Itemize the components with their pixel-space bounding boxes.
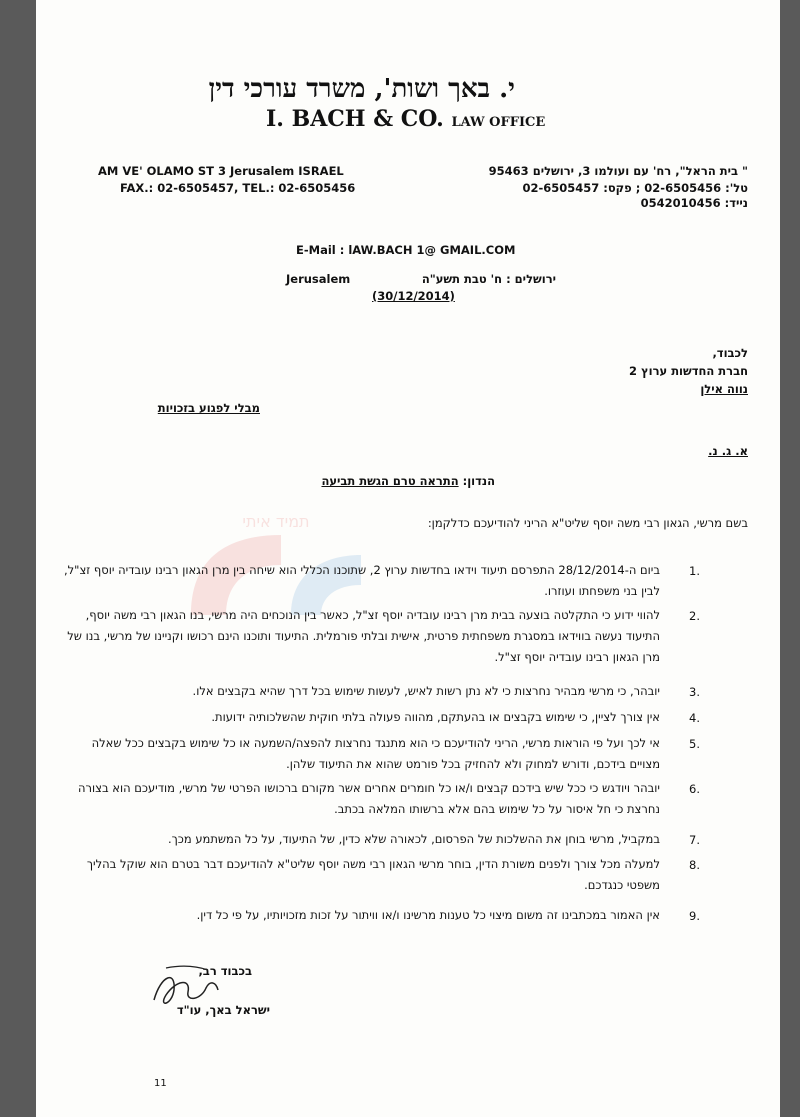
email-line: E-Mail : lAW.BACH 1@ GMAIL.COM <box>296 243 516 257</box>
subject-line <box>321 474 495 488</box>
address-hebrew: " בית הראל", רח' עם ועולמו 3, ירושלים 95463 <box>488 164 748 178</box>
city-english: Jerusalem <box>286 272 351 286</box>
item-number: 2. <box>689 609 700 623</box>
item-number: 1. <box>689 564 700 578</box>
item-number: 9. <box>689 909 700 923</box>
firm-name-hebrew: י. באך ושות', משרד עורכי דין <box>208 74 515 104</box>
item-text: במקביל, מרשי בוחן את ההשלכות של הפרסום, לכאורה שלא כדין, של התיעוד, על כל המשתמע מכך. <box>167 832 660 846</box>
item-text: יובהר ויודגש כי ככל שיש בידכם קבצים ו/או כל חומרים אחרים אשר מקורם ברכושו הפרטי של מרשי, מודיעכם הוא בצורה נחרצת כי חל איסור על כל שימוש בהם אלא ברשותו המלאה בכתב. <box>78 781 660 816</box>
closing-greeting: בכבוד רב, <box>198 964 252 978</box>
item-number: 5. <box>689 737 700 751</box>
item-number: 4. <box>689 711 700 725</box>
page-number: 11 <box>154 1078 167 1089</box>
tel-fax-hebrew: טל': 02-6505456 ; פקס: 02-6505457 <box>522 181 748 195</box>
gregorian-date: (30/12/2014) <box>372 289 455 303</box>
firm-name-en: I. BACH & CO. <box>266 106 444 132</box>
subject-label: הנדון: <box>462 474 495 488</box>
item-text: יובהר, כי מרשי מבהיר נחרצות כי לא נתן רשות לאיש, לעשות שימוש בכל דרך שהיא בקבצים אלו. <box>192 684 660 698</box>
item-text: ביום ה-28/12/2014 התפרסם תיעוד וידאו בחדשות ערוץ 2, שתוכנו הכללי הוא שיחה בין מרן הגאון רבינו עובדיה יוסף זצ"ל, לבין בני משפחתו ועוזרו. <box>63 563 660 598</box>
item-text: אין האמור במכתבינו זה משום מיצוי כל טענות מרשינו ו/או וויתור על זכות מזכויותיו, על פי כל דין. <box>196 908 660 922</box>
item-text: אין צורך לציין, כי שימוש בקבצים או בהעתקם, מהווה פעולה בלתי חוקית שהשלכותיה ידועות. <box>211 710 660 724</box>
item-text: להווי ידוע כי התקלטה בוצעה בבית מרן רבינו עובדיה יוסף זצ"ל, כאשר בין הנוכחים היה מרשי, בנו הגאון רבי משה יוסף, התיעוד נעשה בווידאו במסגרת משפחתית פרטית, אישית ובלתי פורמלית. התיעוד ותוכנו הינם רכושו וקניינו של מרשי, בנו של מרן הגאון רבינו עובדיה יוסף זצ"ל. <box>67 608 660 664</box>
signer-name: ישראל באך, עו"ד <box>176 1003 270 1017</box>
intro-line: בשם מרשי, הגאון רבי משה יוסף שליט"א הריני להודיעכם כדלקמן: <box>427 516 748 530</box>
item-number: 8. <box>689 858 700 872</box>
subject-text: התראה טרם הגשת תביעה <box>321 474 459 488</box>
firm-name-english <box>266 106 545 132</box>
letter-page <box>36 0 780 1117</box>
address-english: AM VE' OLAMO ST 3 Jerusalem ISRAEL <box>98 164 344 178</box>
item-text: אי לכך ועל פי הוראות מרשי, הריני להודיעכם כי הוא מתנגד נחרצות להפצה/השמעה או כל שימוש בקבצים ככל שאלה מצויים בידכם, ודורש למחוק ולא להחזיק בכל פורמט שהוא את התיעוד שלהן. <box>91 736 660 771</box>
hebrew-date: ירושלים : ח' טבת תשע"ה <box>421 272 556 286</box>
svg-text:תמיד איתי: תמיד איתי <box>242 512 310 531</box>
item-text: למעלה מכל צורך ולפנים משורת הדין, בוחר מרשי הגאון רבי משה יוסף שליט"א להודיעכם דבר בטרם הוא שוקל בהליך משפטי כנגדכם. <box>86 857 660 892</box>
mobile-hebrew: נייד: 0542010456 <box>640 196 748 210</box>
privilege-note: מבלי לפגוע בזכויות <box>157 401 260 415</box>
recipient-line-1: לכבוד, <box>712 346 748 360</box>
item-number: 6. <box>689 782 700 796</box>
salutation: א. ג. נ. <box>708 444 748 458</box>
item-number: 7. <box>689 833 700 847</box>
item-number: 3. <box>689 685 700 699</box>
firm-office-en: LAW OFFICE <box>451 115 546 130</box>
recipient-line-2: חברת החדשות ערוץ 2 <box>629 364 748 378</box>
fax-tel-english: FAX.: 02-6505457, TEL.: 02-6505456 <box>120 181 356 195</box>
recipient-line-3: נווה אילן <box>700 382 748 396</box>
